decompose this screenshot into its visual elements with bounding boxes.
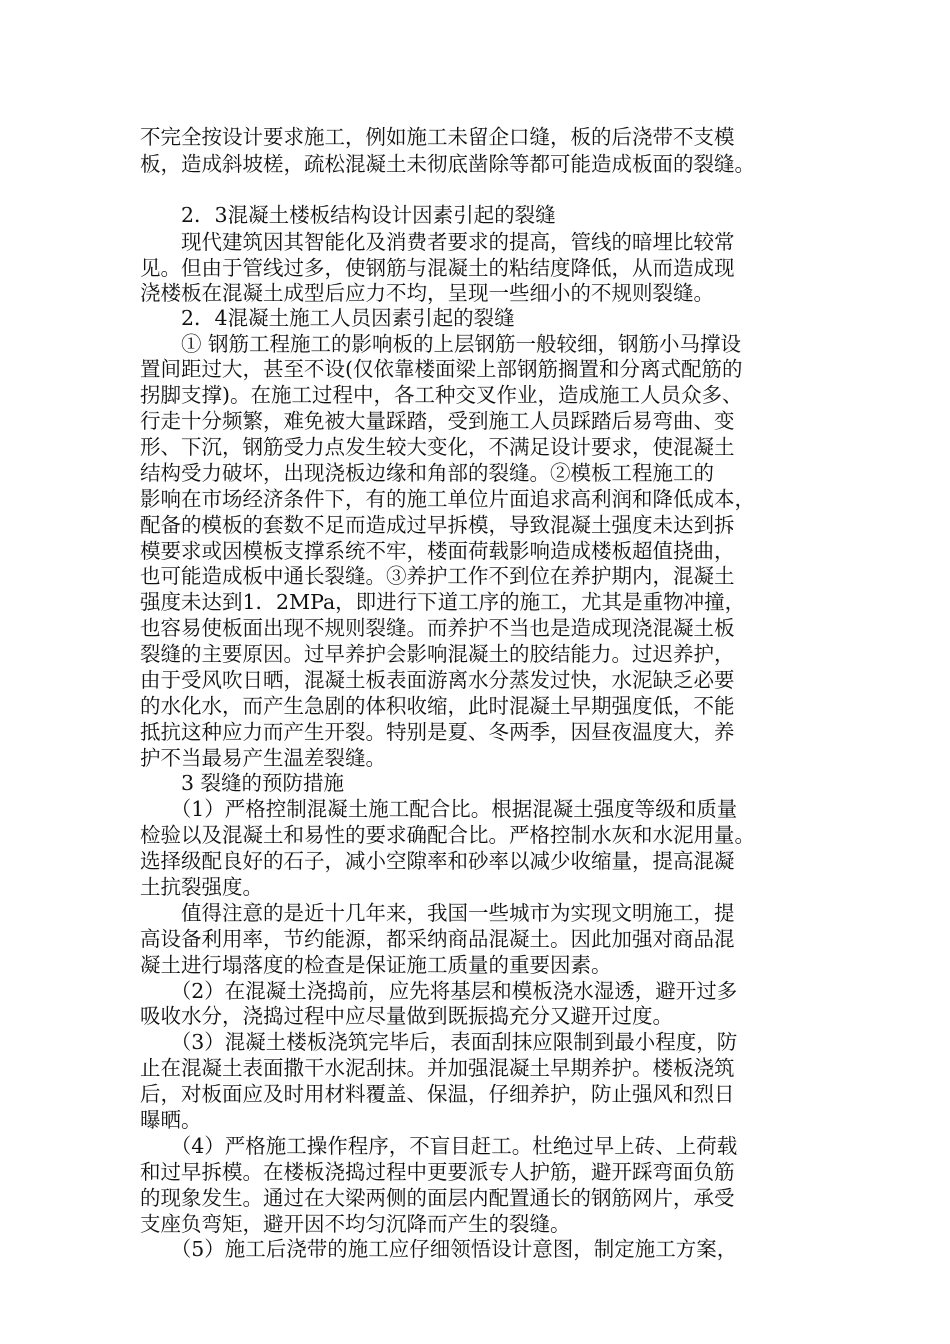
section-heading: 3 裂缝的预防措施 bbox=[140, 771, 345, 795]
text-line: 模要求或因模板支撑系统不牢，楼面荷载影响造成楼板超值挠曲， bbox=[140, 539, 735, 563]
text-line: 后，对板面应及时用材料覆盖、保温，仔细养护，防止强风和烈日 bbox=[140, 1082, 735, 1106]
text-line: （4）严格施工操作程序，不盲目赶工。杜绝过早上砖、上荷载 bbox=[140, 1134, 738, 1158]
text-line: 也容易使板面出现不规则裂缝。而养护不当也是造成现浇混凝土板 bbox=[140, 616, 735, 640]
text-line: （3）混凝土楼板浇筑完毕后，表面刮抹应限制到最小程度，防 bbox=[140, 1030, 738, 1054]
text-line: 选择级配良好的石子，减小空隙率和砂率以减少收缩量，提高混凝 bbox=[140, 849, 735, 873]
text-line: 抵抗这种应力而产生开裂。特别是夏、冬两季，因昼夜温度大，养 bbox=[140, 720, 735, 744]
text-line: 土抗裂强度。 bbox=[140, 875, 263, 899]
text-line: 拐脚支撑)。在施工过程中，各工种交叉作业，造成施工人员众多、 bbox=[140, 383, 743, 407]
section-heading: 2．4混凝土施工人员因素引起的裂缝 bbox=[140, 306, 515, 330]
text-line: 高设备利用率，节约能源，都采纳商品混凝土。因此加强对商品混 bbox=[140, 927, 735, 951]
text-line: 的现象发生。通过在大梁两侧的面层内配置通长的钢筋网片，承受 bbox=[140, 1186, 735, 1210]
text-line: 曝晒。 bbox=[140, 1108, 202, 1132]
text-line: 凝土进行塌落度的检查是保证施工质量的重要因素。 bbox=[140, 953, 612, 977]
text-line: 护不当最易产生温差裂缝。 bbox=[140, 746, 386, 770]
text-line: 置间距过大，甚至不设(仅依靠楼面梁上部钢筋搁置和分离式配筋的 bbox=[140, 357, 743, 381]
text-line: 的水化水，而产生急剧的体积收缩，此时混凝土早期强度低，不能 bbox=[140, 694, 735, 718]
text-line: 裂缝的主要原因。过早养护会影响混凝土的胶结能力。过迟养护， bbox=[140, 642, 735, 666]
text-line: 结构受力破坏，出现浇板边缘和角部的裂缝。②模板工程施工的 bbox=[140, 461, 714, 485]
text-line: 配备的模板的套数不足而造成过早拆模，导致混凝土强度未达到拆 bbox=[140, 513, 735, 537]
text-line: 浇楼板在混凝土成型后应力不均，呈现一些细小的不规则裂缝。 bbox=[140, 281, 714, 305]
text-line: 支座负弯矩，避开因不均匀沉降而产生的裂缝。 bbox=[140, 1212, 571, 1236]
text-line: 板，造成斜坡槎，疏松混凝土未彻底凿除等都可能造成板面的裂缝。 bbox=[140, 152, 755, 176]
text-line: （1）严格控制混凝土施工配合比。根据混凝土强度等级和质量 bbox=[140, 797, 738, 821]
text-line: 吸收水分，浇捣过程中应尽量做到既振捣充分又避开过度。 bbox=[140, 1004, 673, 1028]
text-line: 强度未达到1．2MPa，即进行下道工序的施工，尤其是重物冲撞， bbox=[140, 590, 746, 614]
text-line: 检验以及混凝土和易性的要求确配合比。严格控制水灰和水泥用量。 bbox=[140, 823, 755, 847]
text-line: 也可能造成板中通长裂缝。③养护工作不到位在养护期内，混凝土 bbox=[140, 564, 735, 588]
text-line: 不完全按设计要求施工，例如施工未留企口缝，板的后浇带不支模 bbox=[140, 125, 735, 149]
text-line: （5）施工后浇带的施工应仔细领悟设计意图，制定施工方案， bbox=[140, 1237, 738, 1261]
text-line: 值得注意的是近十几年来，我国一些城市为实现文明施工，提 bbox=[140, 901, 735, 925]
text-line: 行走十分频繁，难免被大量踩踏，受到施工人员踩踏后易弯曲、变 bbox=[140, 409, 735, 433]
section-heading: 2．3混凝土楼板结构设计因素引起的裂缝 bbox=[140, 203, 556, 227]
text-line: ① 钢筋工程施工的影响板的上层钢筋一般较细，钢筋小马撑设 bbox=[140, 332, 742, 356]
text-line: 和过早拆模。在楼板浇捣过程中更要派专人护筋，避开踩弯面负筋 bbox=[140, 1160, 735, 1184]
text-line: 由于受风吹日晒，混凝土板表面游离水分蒸发过快，水泥缺乏必要 bbox=[140, 668, 735, 692]
text-line: 现代建筑因其智能化及消费者要求的提高，管线的暗埋比较常 bbox=[140, 230, 735, 254]
text-line: 影响在市场经济条件下，有的施工单位片面追求高利润和降低成本， bbox=[140, 487, 755, 511]
text-line: 形、下沉，钢筋受力点发生较大变化，不满足设计要求，使混凝土 bbox=[140, 435, 735, 459]
text-line: 止在混凝土表面撒干水泥刮抹。并加强混凝土早期养护。楼板浇筑 bbox=[140, 1056, 735, 1080]
text-line: （2）在混凝土浇捣前，应先将基层和模板浇水湿透，避开过多 bbox=[140, 979, 738, 1003]
text-line: 见。但由于管线过多，使钢筋与混凝土的粘结度降低，从而造成现 bbox=[140, 256, 735, 280]
